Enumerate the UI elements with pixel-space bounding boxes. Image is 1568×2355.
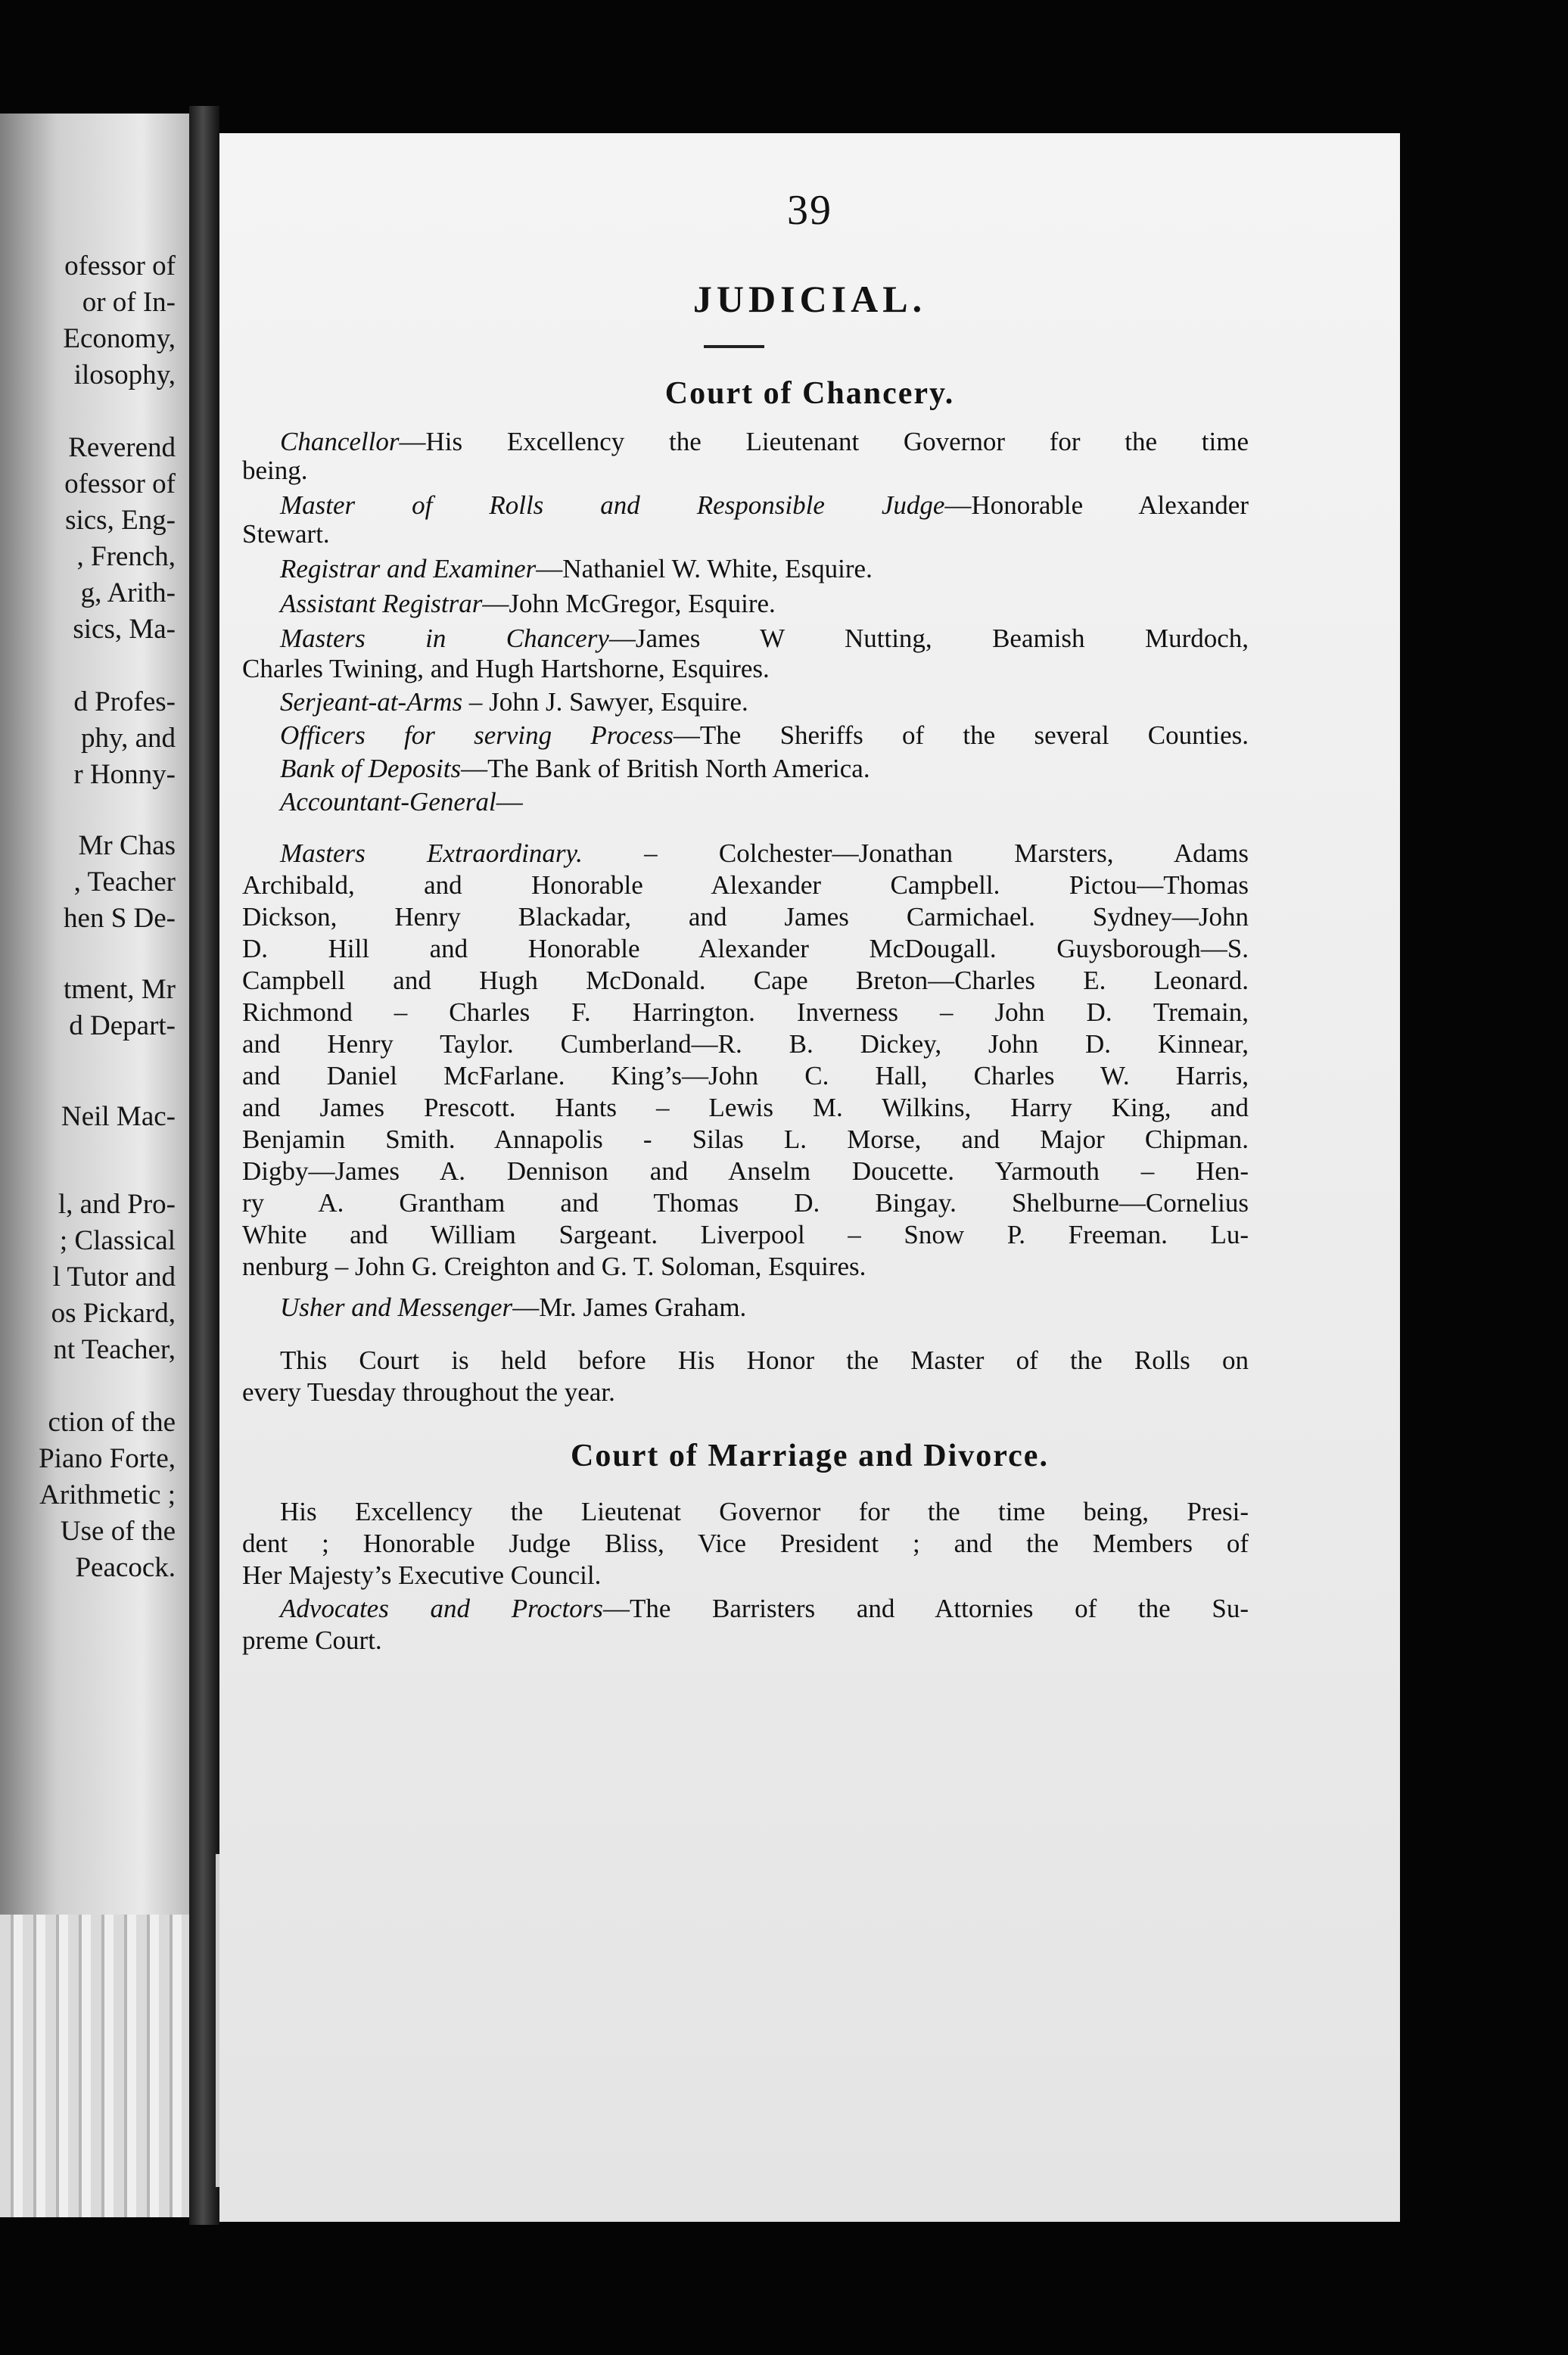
entry-label: Masters Extraordinary. <box>280 838 583 868</box>
left-page-line: Neil Mac- <box>61 1101 176 1132</box>
entry-label: Advocates and Proctors <box>280 1594 603 1623</box>
entry-continuation: being. <box>242 456 308 485</box>
title-rule <box>704 345 764 348</box>
entry-label: Chancellor <box>280 427 400 456</box>
entry-text: – Colchester—Jonathan Marsters, Adams <box>582 838 1249 868</box>
entry-label: Registrar and Examiner <box>280 554 537 583</box>
left-page-line: d Depart- <box>69 1010 176 1041</box>
entry-label: Assistant Registrar <box>280 589 483 618</box>
page-fold <box>0 1915 189 2217</box>
entry-continuation: preme Court. <box>242 1625 382 1655</box>
text-line: Richmond – Charles F. Harrington. Inverness – John D. Tremain, <box>242 997 1249 1027</box>
masters-in-chancery-entry <box>280 622 1249 655</box>
text-line: every Tuesday throughout the year. <box>242 1377 615 1407</box>
text-line: Campbell and Hugh McDonald. Cape Breton—Charles E. Leonard. <box>242 966 1249 995</box>
entry-label: Officers for serving Process <box>280 720 674 750</box>
marriage-court-text: His Excellency the Lieutenat Governor for the time being, Presi- <box>280 1497 1249 1526</box>
advocates-entry <box>280 1592 1249 1625</box>
entry-text: —John McGregor, Esquire. <box>482 589 776 618</box>
text-line: Her Majesty’s Executive Council. <box>242 1560 602 1590</box>
left-page-line: or of In- <box>82 287 176 318</box>
entry-text: —James W Nutting, Beamish Murdoch, <box>608 624 1249 653</box>
left-page-line: d Profes- <box>73 686 176 717</box>
left-page-line: ofessor of <box>64 468 176 499</box>
entry-continuation: Charles Twining, and Hugh Hartshorne, Esquires. <box>242 654 770 683</box>
text-line: D. Hill and Honorable Alexander McDougall. Guysborough—S. <box>242 934 1249 963</box>
page-number: 39 <box>787 187 832 234</box>
accountant-general-entry <box>280 786 523 819</box>
entry-text: —The Bank of British North America. <box>461 754 870 783</box>
bank-of-deposits-entry <box>280 752 870 786</box>
entry-text: —Nathaniel W. White, Esquire. <box>536 554 873 583</box>
entry-text: —Honorable Alexander <box>944 490 1249 520</box>
court-held-note: This Court is held before His Honor the Master of the Rolls on <box>280 1345 1249 1375</box>
left-page-line: l, and Pro- <box>58 1189 176 1220</box>
text-line: White and William Sargeant. Liverpool – Snow P. Freeman. Lu- <box>242 1220 1249 1249</box>
entry-text: — <box>496 787 523 817</box>
entry-text: —His Excellency the Lieutenant Governor for the time <box>399 427 1249 456</box>
left-page-line: nt Teacher, <box>53 1334 176 1365</box>
previous-page <box>0 114 189 2217</box>
entry-label: Usher and Messenger <box>280 1293 513 1322</box>
left-page-line: sics, Eng- <box>65 505 176 536</box>
entry-label: Master of Rolls and Responsible Judge <box>280 490 945 520</box>
text-line: Dickson, Henry Blackadar, and James Carmichael. Sydney—John <box>242 902 1249 932</box>
court-of-marriage-heading: Court of Marriage and Divorce. <box>571 1439 1049 1473</box>
left-page-line: l Tutor and <box>52 1261 176 1293</box>
left-page-line: Piano Forte, <box>39 1443 176 1474</box>
left-page-line: Mr Chas <box>78 830 176 861</box>
left-page-line: tment, Mr <box>64 974 176 1005</box>
master-of-rolls-entry <box>280 489 1249 522</box>
assistant-registrar-entry <box>280 587 776 621</box>
left-page-line: r Honny- <box>73 759 176 790</box>
text-line: Benjamin Smith. Annapolis - Silas L. Morse, and Major Chipman. <box>242 1125 1249 1154</box>
entry-label: Masters in Chancery <box>280 624 609 653</box>
text-line: and Daniel McFarlane. King’s—John C. Hall, Charles W. Harris, <box>242 1061 1249 1090</box>
text-line: ry A. Grantham and Thomas D. Bingay. Shelburne—Cornelius <box>242 1188 1249 1218</box>
section-title: JUDICIAL. <box>692 278 927 320</box>
left-page-line: Arithmetic ; <box>39 1479 176 1510</box>
left-page-line: , Teacher <box>73 866 176 898</box>
entry-text: – John J. Sawyer, Esquire. <box>462 687 748 717</box>
officers-entry <box>280 719 1249 752</box>
masters-extraordinary-entry <box>280 837 1249 870</box>
text-line: dent ; Honorable Judge Bliss, Vice President ; and the Members of <box>242 1529 1249 1558</box>
entry-label: Serjeant-at-Arms <box>280 687 463 717</box>
left-page-line: ction of the <box>48 1407 176 1438</box>
text-line: Archibald, and Honorable Alexander Campbell. Pictou—Thomas <box>242 870 1249 900</box>
entry-text: —The Barristers and Attornies of the Su- <box>602 1594 1249 1623</box>
left-page-line: ; Classical <box>59 1225 176 1256</box>
entry-text: —Mr. James Graham. <box>512 1293 747 1322</box>
left-page-line: hen S De- <box>64 903 176 934</box>
text-line: and James Prescott. Hants – Lewis M. Wilkins, Harry King, and <box>242 1093 1249 1122</box>
book-gutter <box>189 106 219 2225</box>
text-line: Digby—James A. Dennison and Anselm Doucette. Yarmouth – Hen- <box>242 1156 1249 1186</box>
left-page-line: , French, <box>76 541 176 572</box>
left-page-line: g, Arith- <box>80 577 176 608</box>
left-page-line: ofessor of <box>64 250 176 282</box>
book-page <box>219 133 1400 2222</box>
court-of-chancery-heading: Court of Chancery. <box>664 376 955 411</box>
registrar-entry <box>280 552 873 586</box>
left-page-line: os Pickard, <box>51 1298 176 1329</box>
entry-continuation: Stewart. <box>242 519 330 549</box>
left-page-line: Peacock. <box>75 1552 176 1583</box>
left-page-line: sics, Ma- <box>73 614 176 645</box>
left-page-line: ilosophy, <box>73 359 176 390</box>
left-page-line: phy, and <box>80 723 176 754</box>
chancellor-entry <box>280 425 1249 459</box>
entry-label: Bank of Deposits <box>280 754 462 783</box>
left-page-line: Use of the <box>60 1516 176 1547</box>
entry-text: —The Sheriffs of the several Counties. <box>673 720 1249 750</box>
text-line: nenburg – John G. Creighton and G. T. Soloman, Esquires. <box>242 1252 866 1281</box>
text-line: and Henry Taylor. Cumberland—R. B. Dickey, John D. Kinnear, <box>242 1029 1249 1059</box>
left-page-line: Reverend <box>68 432 176 463</box>
usher-entry <box>280 1291 746 1324</box>
entry-label: Accountant-General <box>280 787 496 817</box>
serjeant-at-arms-entry <box>280 686 748 719</box>
left-page-line: Economy, <box>63 323 176 354</box>
